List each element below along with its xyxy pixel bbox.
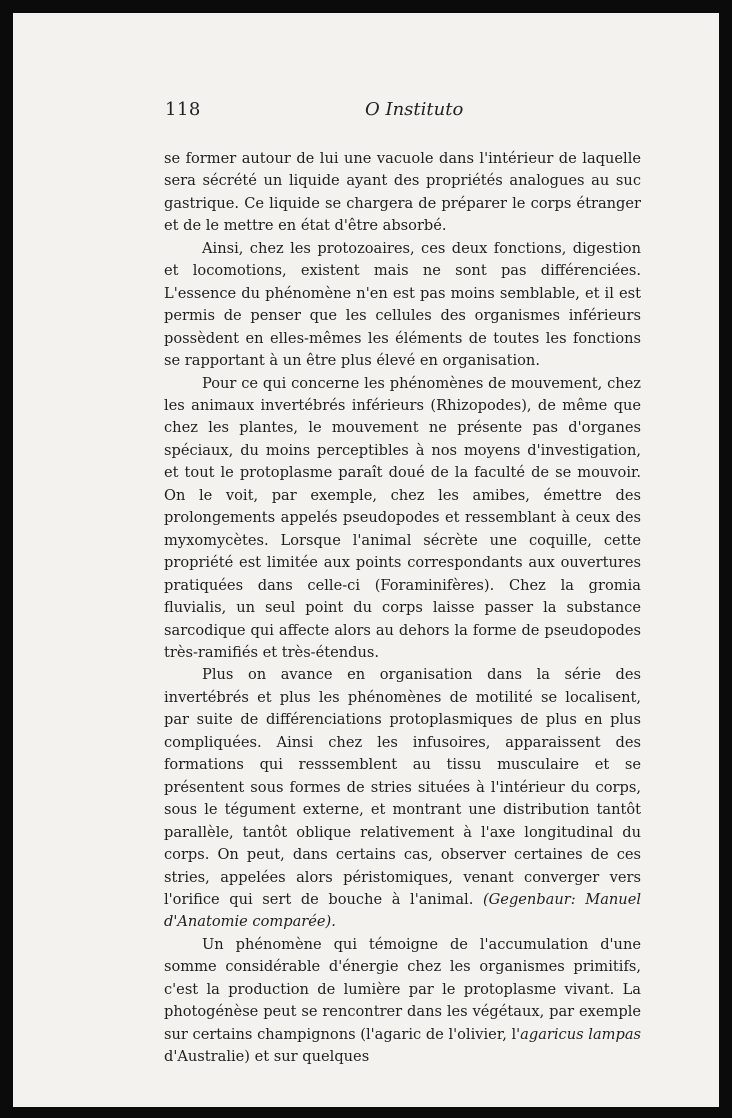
- species-name: agaricus lampas: [520, 1025, 642, 1043]
- paragraph-4-text: Plus on avance en organisation dans la série des invertébrés et plus les phénomènes de motilité se localisent, par suite de différenciations protoplasmiques de plus en plus compliquées. Ainsi chez les infusoires, apparaissent des formations qui resssemblent au tissu musculaire et se présentent sous formes de stries situées à l'intérieur du corps, sous le tégument externe, et montrant une distribution tantôt parallèle, tantôt oblique relativement à l'axe longitudinal du corps. On peut, dans certains cas, observer certaines de ces stries, appelées alors péristomiques, venant converger vers l'orifice qui sert de bouche à l'animal.: [164, 666, 641, 908]
- page-header: [165, 99, 653, 139]
- paragraph-1-text: se former autour de lui une vacuole dans l'intérieur de laquelle sera sécrété un liquide ayant des propriétés analogues au suc gastrique. Ce liquide se chargera de préparer le corps étranger et de le mettre en état d'être absorbé.: [164, 150, 641, 235]
- paragraph-5: [164, 934, 641, 1069]
- paragraph-2-text: Ainsi, chez les protozoaires, ces deux fonctions, digestion et locomotions, existent mais ne sont pas différenciées. L'essence du phénomène n'en est pas moins semblable, et il est permis de penser que les cellules des organismes inférieurs possèdent en elles-mêmes les éléments de toutes les fonctions se rapportant à un être plus élevé en organisation.: [164, 239, 641, 370]
- paragraph-3: [164, 373, 641, 665]
- paragraph-4: [164, 664, 641, 933]
- body-text: [164, 148, 641, 1069]
- paragraph-5-text-start: Un phénomène qui témoigne de l'accumulation d'une somme considérable d'énergie chez les organismes primitifs, c'est la production de lumière par le protoplasme vivant. La photogénèse peut se rencontrer dans les végétaux, par exemple sur certains champignons (l'agaric de l'olivier, l': [164, 935, 641, 1043]
- citation-gegenbaur: (Gegenbaur: Manuel d'Anatomie comparée).: [164, 890, 641, 931]
- paragraph-5-text-end: d'Australie) et sur quelques: [164, 1048, 370, 1066]
- paragraph-1: [164, 148, 641, 238]
- running-title: O Instituto: [365, 99, 464, 120]
- scanned-page: [13, 13, 719, 1107]
- paragraph-2: [164, 238, 641, 373]
- paragraph-3-text: Pour ce qui concerne les phénomènes de mouvement, chez les animaux invertébrés inférieurs (Rhizopodes), de même que chez les plantes, le mouvement ne présente pas d'organes spéciaux, du moins perceptibles à nos moyens d'investigation, et tout le protoplasme paraît doué de la faculté de se mouvoir. On le voit, par exemple, chez les amibes, émettre des prolongements appelés pseudopodes et ressemblant à ceux des myxomycètes. Lorsque l'animal sécrète une coquille, cette propriété est limitée aux points correspondants aux ouvertures pratiquées dans celle-ci (Foraminifères). Chez la gromia fluvialis, un seul point du corps laisse passer la substance sarcodique qui affecte alors au dehors la forme de pseudopodes très-ramifiés et très-étendus.: [164, 374, 641, 661]
- page-number: 118: [165, 99, 201, 120]
